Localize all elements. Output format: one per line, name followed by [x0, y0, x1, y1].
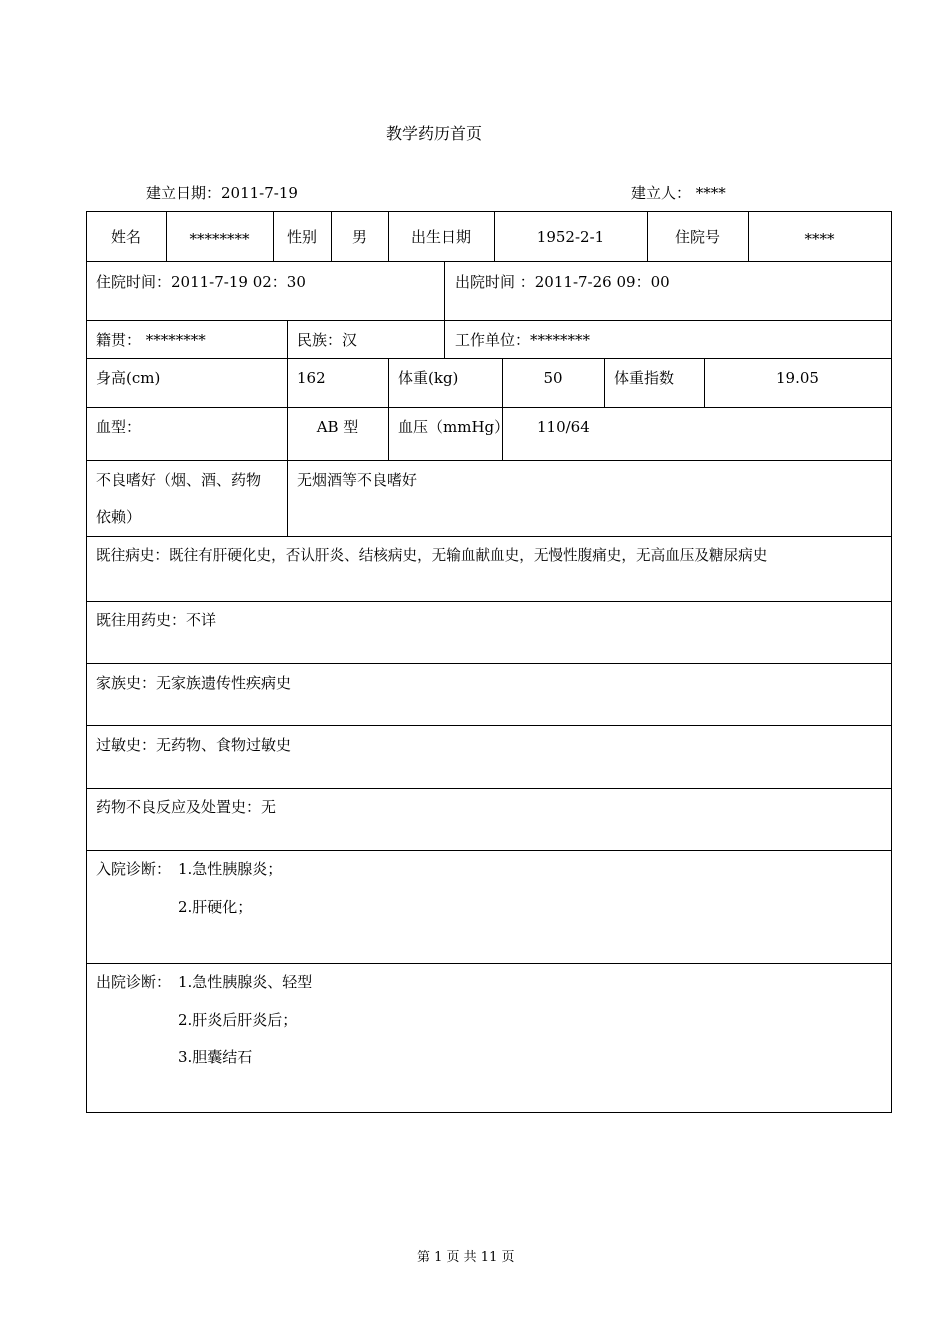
- weight-value: 50: [543, 369, 563, 387]
- page-title: 教学药历首页: [386, 124, 483, 143]
- bmi-label: 体重指数: [614, 369, 675, 387]
- allergy-history: 过敏史：无药物、食物过敏史: [96, 736, 292, 754]
- workplace: 工作单位：********: [455, 331, 591, 349]
- discharge-time: 出院时间 ：2011-7-26 09：00: [455, 273, 670, 291]
- blood-type-value: AB 型: [316, 418, 359, 436]
- habits-value: 无烟酒等不良嗜好: [297, 471, 418, 489]
- birth-date-value: 1952-2-1: [536, 228, 605, 246]
- past-medication-history: 既往用药史：不详: [96, 611, 217, 629]
- page-footer: 第 1 页 共 11 页: [417, 1250, 515, 1265]
- ethnicity: 民族：汉: [297, 331, 358, 349]
- past-medical-history: 既往病史：既往有肝硬化史，否认肝炎、结核病史，无输血献血史，无慢性腹痛史，无高血压及糖尿病史: [96, 547, 768, 564]
- family-history: 家族史：无家族遗传性疾病史: [96, 674, 292, 692]
- inpatient-no-label: 住院号: [674, 228, 720, 246]
- native-place: 籍贯： ********: [96, 331, 206, 349]
- discharge-diagnosis-item: 1.急性胰腺炎、轻型: [178, 973, 313, 991]
- blood-pressure-value: 110/64: [537, 418, 590, 436]
- admission-diagnosis-item: 2.肝硬化；: [178, 898, 253, 916]
- birth-date-label: 出生日期: [410, 228, 471, 246]
- creator: 建立人： ****: [631, 184, 726, 202]
- blood-type-label: 血型：: [96, 418, 142, 436]
- weight-label: 体重(kg): [398, 369, 459, 387]
- height-label: 身高(cm): [96, 369, 161, 387]
- habits-label-line1: 不良嗜好（烟、酒、药物: [96, 471, 262, 489]
- admission-diagnosis-label: 入院诊断：: [96, 860, 172, 878]
- name-label: 姓名: [110, 228, 141, 246]
- admission-time: 住院时间：2011-7-19 02：30: [96, 273, 306, 291]
- discharge-diagnosis-label: 出院诊断：: [96, 973, 172, 991]
- bmi-value: 19.05: [776, 369, 819, 387]
- discharge-diagnosis-item: 2.肝炎后肝炎后；: [178, 1011, 298, 1029]
- blood-pressure-label: 血压（mmHg）: [398, 418, 510, 436]
- inpatient-no-value: ****: [804, 230, 835, 248]
- sex-label: 性别: [286, 228, 317, 246]
- sex-value: 男: [351, 228, 367, 246]
- habits-label-line2: 依赖）: [96, 508, 142, 526]
- adverse-reaction-history: 药物不良反应及处置史：无: [96, 798, 277, 816]
- name-value: ********: [189, 230, 250, 248]
- admission-diagnosis-item: 1.急性胰腺炎；: [178, 860, 283, 878]
- discharge-diagnosis-item: 3.胆囊结石: [178, 1048, 253, 1066]
- height-value: 162: [297, 369, 326, 387]
- created-date: 建立日期：2011-7-19: [146, 184, 298, 202]
